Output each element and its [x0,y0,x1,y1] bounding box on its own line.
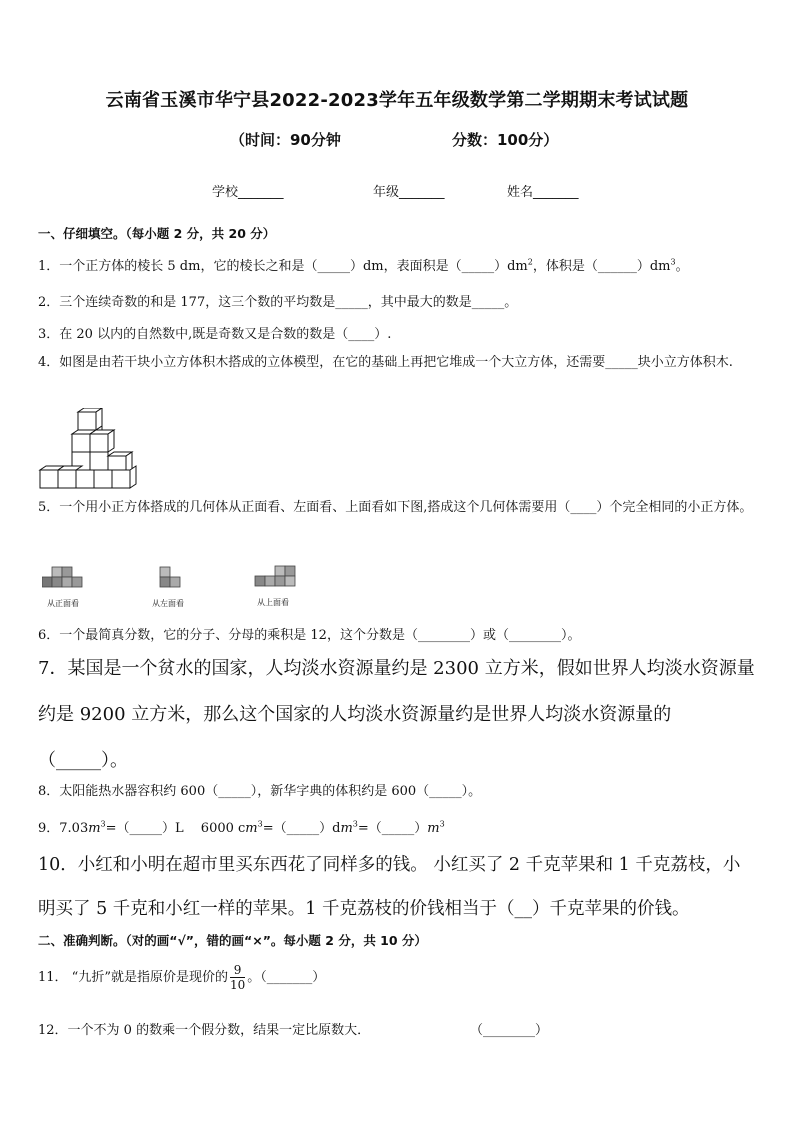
q9-b-exp: 3 [257,819,263,829]
left-view-figure [158,565,182,591]
q9-a-unit: m [88,821,101,836]
question-10: 10．小红和小明在超市里买东西花了同样多的钱。 小红买了 2 千克苹果和 1 千克荔枝，小明买了 5 千克和小红一样的苹果。1 千克荔枝的价钱相当于（__）千克苹果的价钱。 [38,855,741,919]
question-1 [38,255,689,274]
q11-after: 。（_______） [247,970,326,985]
name-field[interactable]: 姓名_______ [507,185,579,200]
top-view-figure [253,564,299,590]
section-2-heading: 二、准确判断。（对的画“√”，错的画“×”。每小题 2 分，共 10 分） [38,933,427,948]
question-6: 6．一个最简真分数，它的分子、分母的乘积是 12，这个分数是（________）或（________）。 [38,628,581,643]
exam-time: （时间：90分钟 [230,131,341,149]
grade-field[interactable]: 年级_______ [373,185,445,200]
cube-stack-figure [38,408,140,490]
question-12: 12．一个不为 0 的数乘一个假分数，结果一定比原数大． [38,1023,371,1038]
q12-answer-blank[interactable]: （________） [470,1023,549,1038]
q1-exp-b: 3 [670,257,676,267]
q9-d-unit: m [427,821,440,836]
q1-part-a: 1．一个正方体的棱长 5 dm，它的棱长之和是（_____）dm，表面积是（_____）dm [38,259,528,274]
q9-b: =（_____）L 6000 c [105,821,246,836]
q9-a: 9．7.03 [38,821,89,836]
question-3: 3．在 20 以内的自然数中,既是奇数又是合数的数是（____）. [38,327,392,342]
q9-d-exp: 3 [439,819,445,829]
question-8: 8．太阳能热水器容积约 600（_____），新华字典的体积约是 600（_____）。 [38,784,482,799]
q1-part-c: 。 [675,259,689,274]
q9-b-unit: m [245,821,258,836]
q11-denominator: 10 [229,978,246,992]
exam-title: 云南省玉溪市华宁县2022-2023学年五年级数学第二学期期末考试试题 [105,90,689,111]
q9-c: =（_____）d [262,821,341,836]
left-view-caption: 从左面看 [152,599,184,608]
q11-before: 11． “九折”就是指原价是现价的 [38,970,228,985]
top-view-caption: 从上面看 [257,598,289,607]
front-view-figure [42,565,86,591]
q1-part-b: ，体积是（______）dm [532,259,671,274]
q9-c-unit: m [340,821,353,836]
question-7: 7．某国是一个贫水的国家，人均淡水资源量约是 2300 立方米，假如世界人均淡水资源量约是 9200 立方米，那么这个国家的人均淡水资源量约是世界人均淡水资源量的（_____）。 [38,658,755,771]
question-4: 4．如图是由若干块小立方体积木搭成的立体模型，在它的基础上再把它堆成一个大立方体，还需要_____块小立方体积木. [38,355,733,370]
section-1-heading: 一、仔细填空。（每小题 2 分，共 20 分） [38,226,276,241]
q9-a-exp: 3 [100,819,106,829]
question-9 [38,817,445,836]
q9-d: =（_____） [357,821,428,836]
q9-c-exp: 3 [352,819,358,829]
question-2: 2．三个连续奇数的和是 177，这三个数的平均数是_____，其中最大的数是_____。 [38,295,518,310]
question-11 [38,963,325,992]
front-view-caption: 从正面看 [47,599,79,608]
q1-exp-a: 2 [527,257,533,267]
q11-fraction [230,963,245,992]
exam-score: 分数：100分） [452,131,559,149]
school-field[interactable]: 学校_______ [212,185,284,200]
q11-numerator: 9 [230,963,245,978]
question-5: 5．一个用小正方体搭成的几何体从正面看、左面看、上面看如下图,搭成这个几何体需要用（____）个完全相同的小正方体。 [38,500,753,515]
